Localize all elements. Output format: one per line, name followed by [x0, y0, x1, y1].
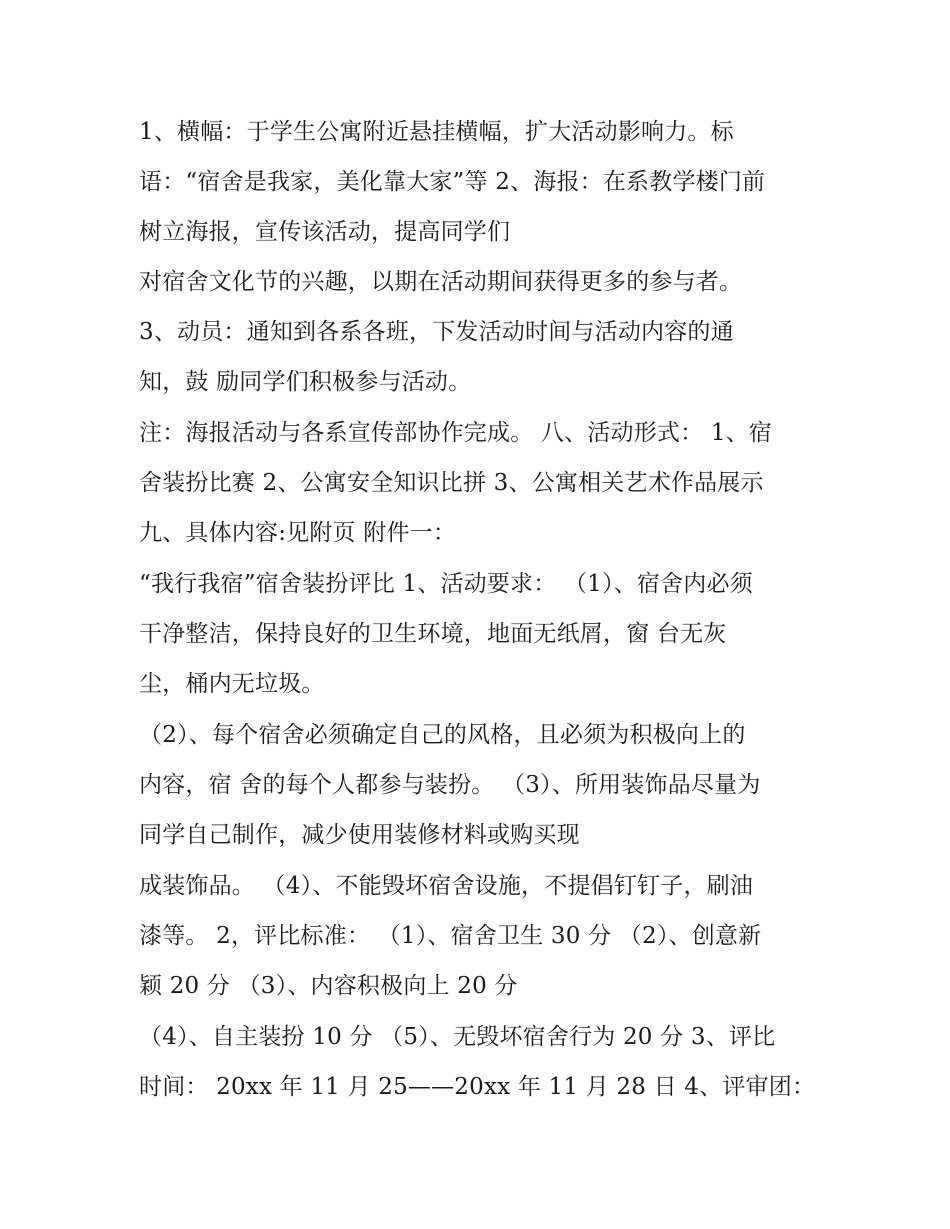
text-line-2: 语：“宿舍是我家，美化靠大家”等 2、海报：在系教学楼门前: [139, 169, 766, 195]
text-line-8: 舍装扮比赛 2、公寓安全知识比拼 3、公寓相关艺术作品展示: [139, 470, 764, 496]
text-line-20: 时间： 20xx 年 11 月 25——20xx 年 11 月 28 日 4、评审团：: [139, 1074, 816, 1100]
text-line-11: 干净整洁，保持良好的卫生环境，地面无纸屑，窗 台无灰: [139, 621, 727, 647]
text-line-13: （2）、每个宿舍必须确定自己的风格，且必须为积极向上的: [139, 722, 746, 748]
text-line-12: 尘，桶内无垃圾。: [139, 671, 325, 697]
text-line-4: 对宿舍文化节的兴趣，以期在活动期间获得更多的参与者。: [139, 269, 743, 295]
text-line-17: 漆等。 2，评比标准： （1）、宿舍卫生 30 分 （2）、创意新: [139, 923, 762, 949]
text-line-15: 同学自己制作，减少使用装修材料或购买现: [139, 822, 580, 848]
text-line-7: 注：海报活动与各系宣传部协作完成。 八、活动形式： 1、宿: [139, 420, 773, 446]
text-line-9: 九、具体内容:见附页 附件一：: [139, 520, 457, 546]
text-line-18: 颖 20 分 （3）、内容积极向上 20 分: [139, 973, 518, 999]
text-line-14: 内容，宿 舍的每个人都参与装扮。 （3）、所用装饰品尽量为: [139, 772, 761, 798]
text-line-19: （4）、自主装扮 10 分 （5）、无毁坏宿舍行为 20 分 3、评比: [139, 1024, 776, 1050]
text-line-5: 3、动员：通知到各系各班，下发活动时间与活动内容的通: [139, 319, 734, 345]
text-line-16: 成装饰品。 （4）、不能毁坏宿舍设施，不提倡钉钉子，刷油: [139, 873, 754, 899]
text-line-10: “我行我宿”宿舍装扮评比 1、活动要求： （1）、宿舍内必须: [139, 571, 753, 597]
text-line-1: 1、横幅：于学生公寓附近悬挂横幅，扩大活动影响力。标: [139, 119, 734, 145]
text-line-3: 树立海报，宣传该活动，提高同学们: [139, 219, 511, 245]
text-line-6: 知，鼓 励同学们积极参与活动。: [139, 369, 472, 395]
